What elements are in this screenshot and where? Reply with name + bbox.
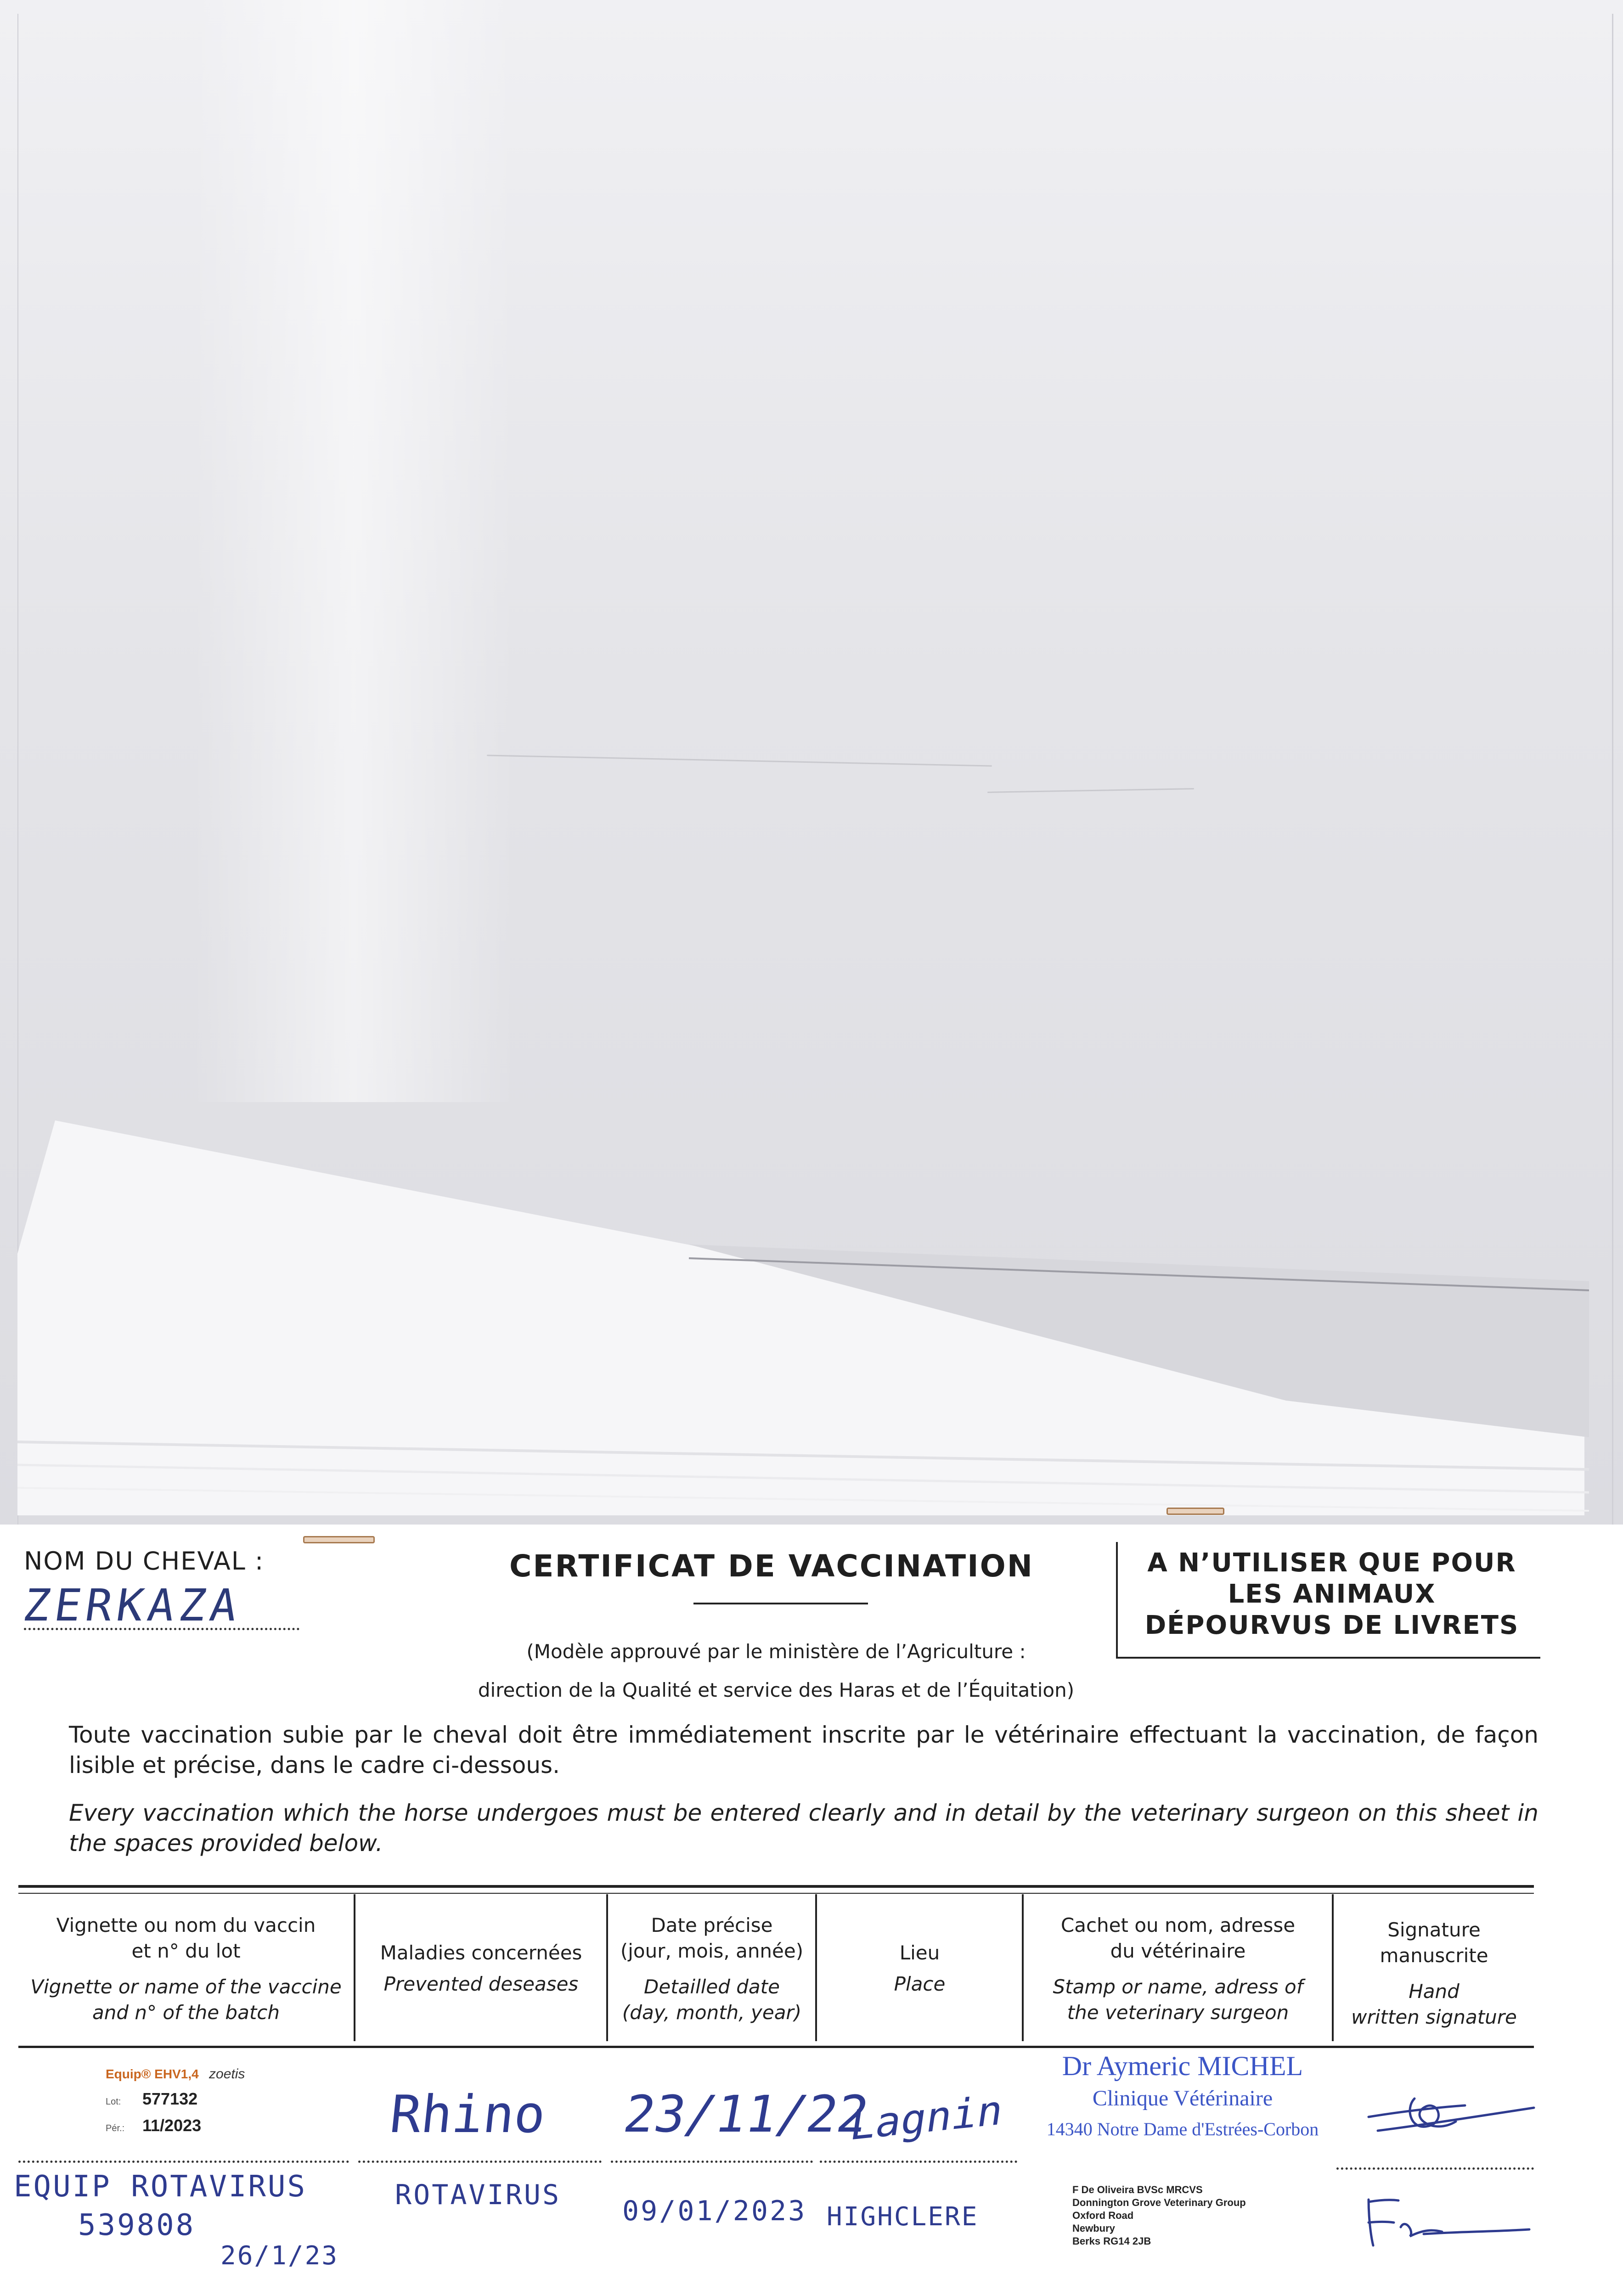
header-fr-line: Vignette ou nom du vaccin (56, 1914, 316, 1936)
lot-key: Lot: (106, 2097, 121, 2107)
vet-name: Dr Aymeric MICHEL (1062, 2051, 1303, 2081)
vaccine-brand: Equip® EHV1,4 (106, 2067, 199, 2081)
header-fr-line: Cachet ou nom, adresse (1060, 1914, 1296, 1936)
row2-disease-handwritten: ROTAVIRUS (395, 2179, 561, 2211)
vaccine-lot-row (106, 2089, 299, 2109)
signature-2 (1355, 2186, 1538, 2255)
vaccine-sticker-header (106, 2066, 299, 2082)
stamp2-line: Oxford Road (1072, 2210, 1134, 2221)
staple (303, 1536, 375, 1543)
column-divider (1022, 1894, 1024, 2041)
header-en-line: written signature (1351, 2006, 1517, 2028)
notice-line-3: DÉPOURVUS DE LIVRETS (1144, 1610, 1519, 1640)
header-fr-line: Date précise (651, 1914, 773, 1936)
row-separator (18, 2161, 349, 2163)
column-divider (815, 1894, 817, 2041)
row-separator (820, 2161, 1017, 2163)
row-separator (611, 2161, 813, 2163)
vet-stamp-1 (1026, 2050, 1339, 2140)
row1-place-handwritten: Lagnin (847, 2086, 1006, 2150)
header-en (609, 1974, 815, 2026)
row2-vaccine-handwritten (14, 2167, 307, 2245)
header-en (1024, 1974, 1332, 2026)
horse-name-label: NOM DU CHEVAL : (24, 1547, 265, 1576)
column-divider (1332, 1894, 1334, 2041)
lot-number: 577132 (142, 2089, 198, 2108)
header-fr-line: Signature (1387, 1919, 1481, 1941)
folded-sheet (0, 1079, 1623, 1515)
horse-name-handwritten: ZERKAZA (20, 1580, 245, 1631)
column-header-vaccine (18, 1913, 354, 2026)
column-header-veterinarian (1024, 1913, 1332, 2026)
vaccine-maker: zoetis (209, 2066, 245, 2082)
row2-vaccine-name: EQUIP ROTAVIRUS (14, 2170, 307, 2204)
header-en-line: the veterinary surgeon (1067, 2001, 1289, 2024)
header-en-line: Detailled date (644, 1975, 780, 1998)
header-fr-line: Lieu (899, 1941, 940, 1964)
column-divider (354, 1894, 355, 2041)
certificate-title: CERTIFICAT DE VACCINATION (509, 1548, 1034, 1584)
header-en (1334, 1979, 1534, 2030)
stamp2-line: Berks RG14 2JB (1072, 2235, 1151, 2247)
header-en (817, 1971, 1022, 1997)
column-divider (606, 1894, 608, 2041)
vaccine-sticker (106, 2066, 299, 2154)
notice-line-1: A N’UTILISER QUE POUR (1147, 1548, 1516, 1578)
row-separator (358, 2161, 602, 2163)
stamp2-line: Donnington Grove Veterinary Group (1072, 2197, 1246, 2208)
header-fr-line: Maladies concernées (380, 1941, 582, 1964)
header-en-line: Stamp or name, adress of (1053, 1975, 1303, 1998)
header-en (356, 1971, 606, 1997)
vet-clinic: Clinique Vétérinaire (1092, 2086, 1273, 2110)
notice-line-2: LES ANIMAUX (1228, 1579, 1436, 1609)
header-en-line: Prevented deseases (383, 1973, 579, 1995)
instructions-french: Toute vaccination subie par le cheval doit être immédiatement inscrite par le vétérinaire effectuant la vaccination, de façon lisible et précise, dans le cadre ci-dessous. (69, 1722, 1538, 1778)
header-bottom-border (18, 2046, 1534, 2048)
row1-disease-handwritten: Rhino (387, 2085, 548, 2144)
header-fr-line: (jour, mois, année) (620, 1940, 804, 1962)
approval-note (450, 1632, 1102, 1710)
row2-batch-number: 539808 (78, 2208, 196, 2242)
row2-place-handwritten: HIGHCLERE (827, 2202, 979, 2232)
vet-stamp-2 (1072, 2183, 1265, 2248)
signature-1 (1359, 2080, 1543, 2149)
header-en (18, 1974, 354, 2026)
header-en-line: Hand (1409, 1980, 1460, 2003)
staple (1167, 1508, 1224, 1515)
row2-date-handwritten: 09/01/2023 (622, 2195, 807, 2227)
table-top-border (18, 1885, 1534, 1888)
notice-text (1125, 1548, 1538, 1641)
title-underline (693, 1603, 868, 1604)
horse-name-dotted-line (24, 1628, 299, 1630)
vaccine-expiry-row (106, 2116, 299, 2135)
header-fr-line: et n° du lot (131, 1940, 241, 1962)
column-header-signature (1334, 1917, 1534, 2030)
header-en-line: (day, month, year) (622, 2001, 802, 2024)
header-en-line: Vignette or name of the vaccine (30, 1975, 342, 1998)
header-en-line: and n° of the batch (92, 2001, 280, 2024)
expiry-key: Pér.: (106, 2123, 125, 2133)
header-fr-line: manuscrite (1380, 1944, 1488, 1967)
column-header-date (609, 1913, 815, 2026)
row-separator (1336, 2167, 1534, 2170)
header-fr-line: du vétérinaire (1110, 1940, 1246, 1962)
column-header-place (817, 1940, 1022, 1997)
stamp2-line: Newbury (1072, 2223, 1115, 2234)
expiry-date: 11/2023 (142, 2116, 202, 2135)
approval-line-2: direction de la Qualité et service des Haras et de l’Équitation) (478, 1679, 1075, 1701)
header-en-line: Place (894, 1973, 946, 1995)
instructions-english: Every vaccination which the horse undergoes must be entered clearly and in detail by the veterinary surgeon on this sheet in the spaces provided below. (69, 1800, 1538, 1857)
row2-vaccine-date-handwritten: 26/1/23 (220, 2241, 339, 2271)
vet-address: 14340 Notre Dame d'Estrées-Corbon (1046, 2119, 1319, 2139)
column-header-diseases (356, 1940, 606, 1997)
approval-line-1: (Modèle approuvé par le ministère de l’Agriculture : (526, 1640, 1026, 1663)
row1-date-handwritten: 23/11/22 (619, 2085, 873, 2144)
stamp2-line: F De Oliveira BVSc MRCVS (1072, 2184, 1203, 2195)
table-top-border-thin (18, 1893, 1534, 1894)
